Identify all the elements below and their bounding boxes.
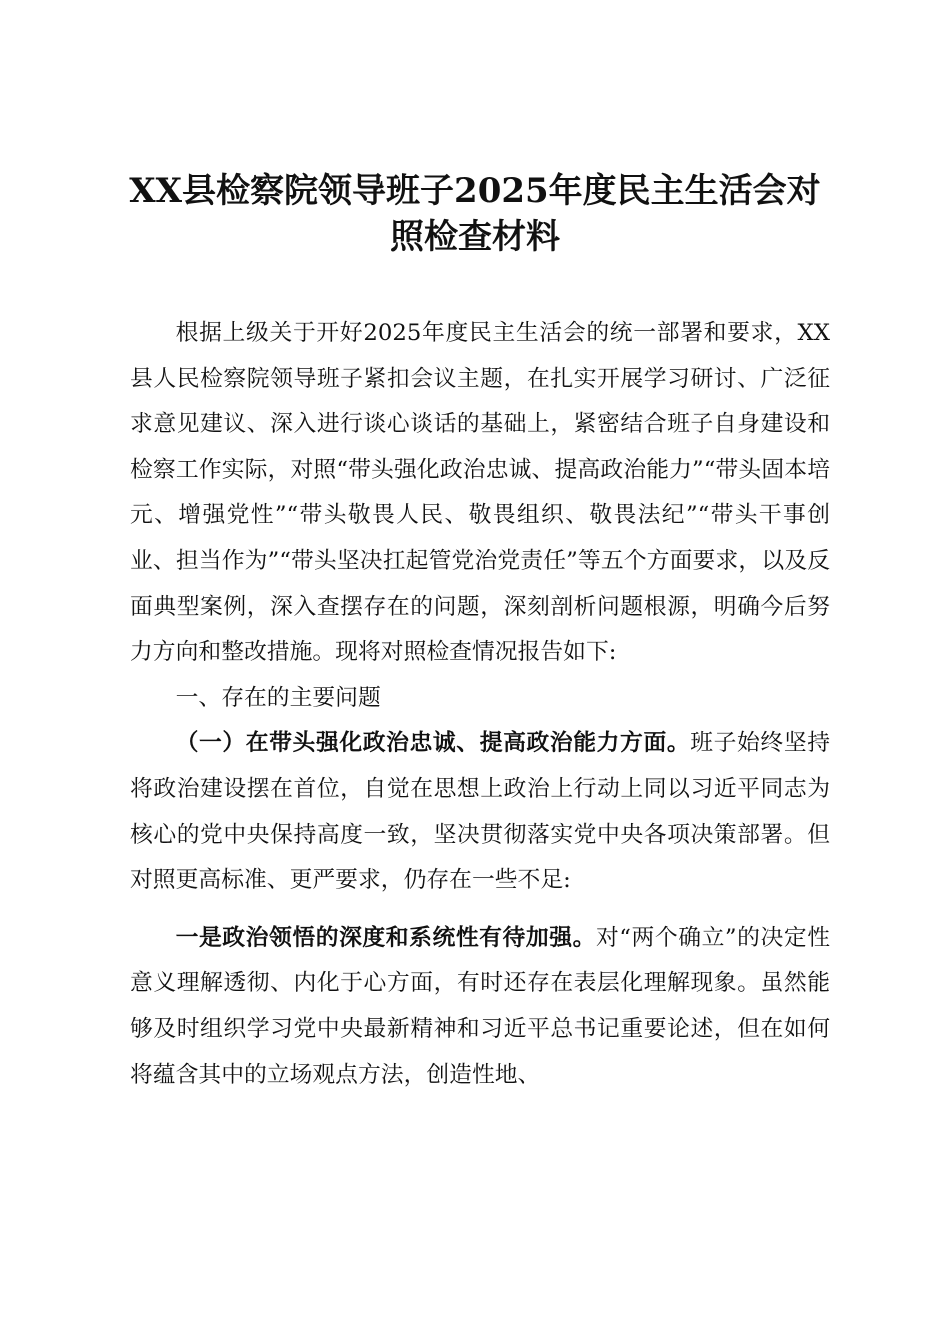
intro-paragraph: 根据上级关于开好2025年度民主生活会的统一部署和要求，XX县人民检察院领导班子紧扣会议主题，在扎实开展学习研讨、广泛征求意见建议、深入进行谈心谈话的基础上，紧密结合班子自身建设和检察工作实际，对照“带头强化政治忠诚、提高政治能力”“带头固本培元、增强党性”“带头敬畏人民、敬畏组织、敬畏法纪”“带头干事创业、担当作为”“带头坚决扛起管党治党责任”等五个方面要求，以及反面典型案例，深入查摆存在的问题，深刻剖析问题根源，明确今后努力方向和整改措施。现将对照检查情况报告如下: (130, 320, 830, 666)
point-text: 对“两个确立”的决定性意义理解透彻、内化于心方面，有时还存在表层化理解现象。虽然能够及时组织学习党中央最新精神和习近平总书记重要论述，但在如何将蕴含其中的立场观点方法，创造性地、 (130, 924, 830, 1088)
document-title (100, 168, 850, 260)
point-paragraph (130, 916, 830, 1098)
subsection-lead: （一）在带头强化政治忠诚、提高政治能力方面。 (175, 730, 691, 757)
title-line-2: 照检查材料 (390, 217, 560, 257)
title-line-1: XX县检察院领导班子2025年度民主生活会对 (129, 171, 821, 211)
document-body (130, 311, 830, 1098)
point-lead: 一是政治领悟的深度和系统性有待加强。 (175, 924, 596, 951)
section-heading: 一、存在的主要问题 (175, 684, 381, 711)
subsection-paragraph (130, 721, 830, 903)
subsection-text: 班子始终坚持将政治建设摆在首位，自觉在思想上政治上行动上同以习近平同志为核心的党中央保持高度一致，坚决贯彻落实党中央各项决策部署。但对照更高标准、更严要求，仍存在一些不足: (130, 730, 831, 894)
